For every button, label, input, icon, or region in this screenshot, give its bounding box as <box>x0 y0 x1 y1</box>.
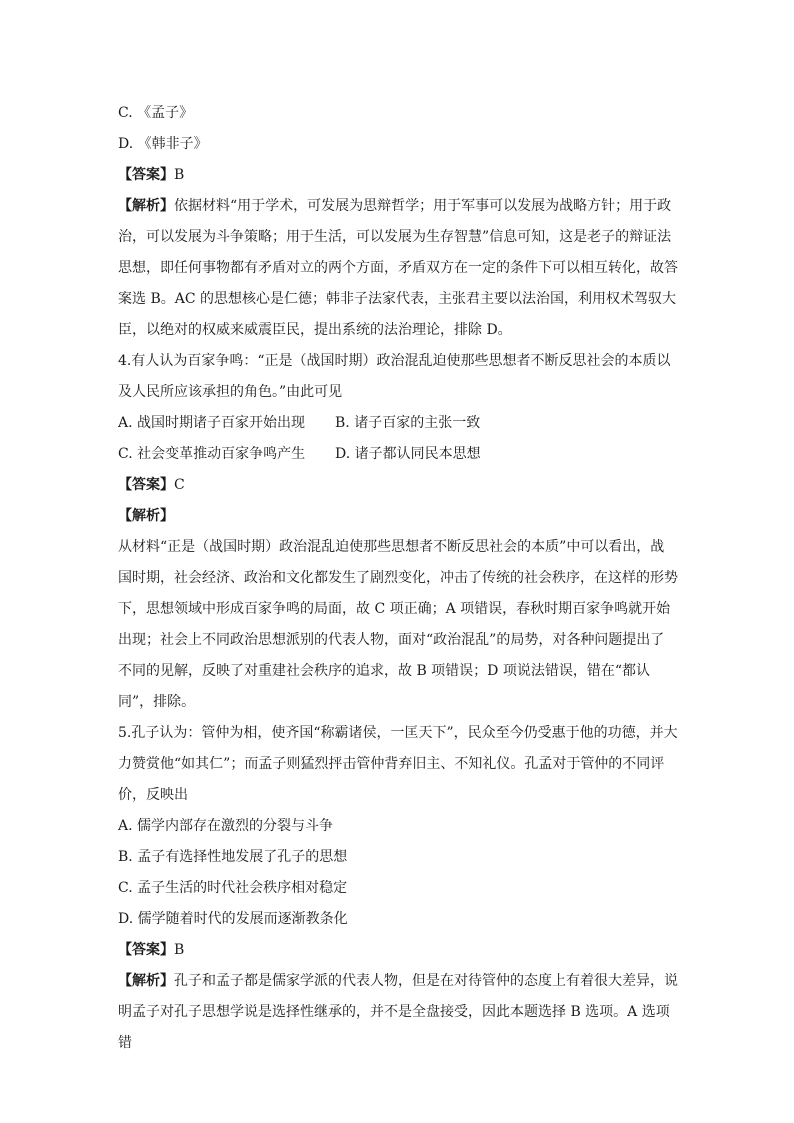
q4-option-a: A. 战国时期诸子百家开始出现 <box>118 415 306 431</box>
q5-analysis-text: 孔子和孟子都是儒家学派的代表人物，但是在对待管仲的态度上有着很大差异，说明孟子对孔子思想学说是选择性继承的，并不是全盘接受，因此本题选择 B 选项。A 选项错 <box>118 973 678 1051</box>
q5-option-c: C. 孟子生活的时代社会秩序相对稳定 <box>118 880 348 896</box>
q3-analysis <box>118 191 678 346</box>
q5-option-d: D. 儒学随着时代的发展而逐渐教条化 <box>118 911 348 927</box>
q3-answer <box>118 160 678 191</box>
q4-answer-label: 【答案】 <box>118 477 174 493</box>
q4-option-c: C. 社会变革推动百家争鸣产生 <box>118 446 306 462</box>
q5-analysis <box>118 966 678 1059</box>
q5-answer <box>118 935 678 966</box>
q4-option-d: D. 诸子都认同民本思想 <box>335 446 481 462</box>
document-content <box>118 98 678 1059</box>
q4-answer <box>118 470 678 501</box>
q5-analysis-label: 【解析】 <box>118 973 174 989</box>
q4-analysis-text: 从材料“正是（战国时期）政治混乱迫使那些思想者不断反思社会的本质”中可以看出，战国时期，社会经济、政治和文化都发生了剧烈变化，冲击了传统的社会秩序，在这样的形势下，思想领域中形成百家争鸣的局面，故 C 项正确；A 项错误，春秋时期百家争鸣就开始出现；社会上不同政治思想派别的代表人物，面对“政治混乱”的局势，对各种问题提出了不同的见解，反映了对重建社会秩序的追求，故 B 项错误；D 项说法错误，错在“都认同”，排除。 <box>118 539 678 710</box>
q3-option-d: D. 《韩非子》 <box>118 136 208 152</box>
q4-options-row-2 <box>118 439 678 470</box>
q3-analysis-label: 【解析】 <box>118 198 174 214</box>
q3-option-c: C. 《孟子》 <box>118 105 194 121</box>
q5-stem: 5.孔子认为：管仲为相，使齐国“称霸诸侯，一匡天下”，民众至今仍受惠于他的功德，并大力赞赏他“如其仁”；而孟子则猛烈抨击管仲背弃旧主、不知礼仪。孔孟对于管仲的不同评价，反映出 <box>118 725 678 803</box>
q3-answer-label: 【答案】 <box>118 167 174 183</box>
q3-answer-value: B <box>174 167 185 183</box>
q5-answer-value: B <box>174 942 185 958</box>
q4-options-row-1 <box>118 408 678 439</box>
q4-option-b: B. 诸子百家的主张一致 <box>335 415 481 431</box>
q3-analysis-text: 依据材料“用于学术，可发展为思辩哲学；用于军事可以发展为战略方针；用于政治，可以发展为斗争策略；用于生活，可以发展为生存智慧”信息可知，这是老子的辩证法思想，即任何事物都有矛盾对立的两个方面，矛盾双方在一定的条件下可以相互转化，故答案选 B。AC 的思想核心是仁德；韩非子法家代表，主张君主要以法治国，利用权术驾驭大臣，以绝对的权威来威震臣民，提出系统的法治理论，排除 D。 <box>118 198 678 338</box>
q5-option-b: B. 孟子有选择性地发展了孔子的思想 <box>118 849 348 865</box>
q4-stem: 4.有人认为百家争鸣：“正是（战国时期）政治混乱迫使那些思想者不断反思社会的本质以及人民所应该承担的角色。”由此可见 <box>118 353 671 400</box>
q4-analysis-label: 【解析】 <box>118 508 174 524</box>
q5-option-a: A. 儒学内部存在激烈的分裂与斗争 <box>118 818 334 834</box>
q4-answer-value: C <box>174 477 185 493</box>
q5-answer-label: 【答案】 <box>118 942 174 958</box>
